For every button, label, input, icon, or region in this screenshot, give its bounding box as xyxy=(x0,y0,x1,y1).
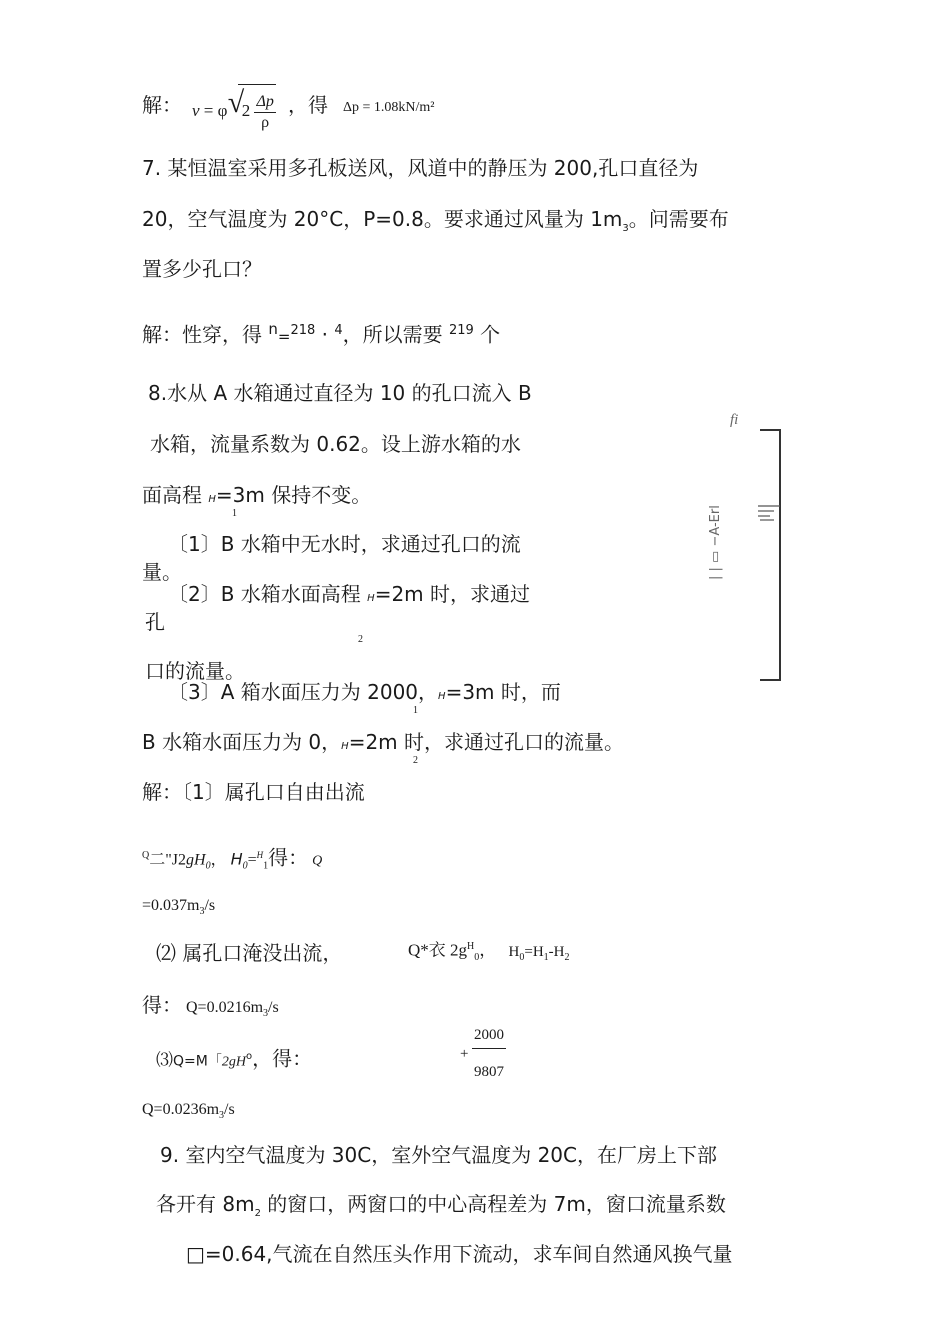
solution-8-formula-1: $^Q$二"$J2gH_0$， $H_0=^H_1$得： Q xyxy=(142,845,323,872)
question-8-part-2: 〔2〕B 水箱水面高程 H=2m 时，求通过 xyxy=(168,582,531,606)
solution-6-label: 解： xyxy=(142,93,182,117)
question-8-part-2-tail: 孔 xyxy=(145,610,165,634)
question-8-part-2-subscript: 2 xyxy=(358,634,363,645)
figure-label-side: | | ▭ −A-Erl xyxy=(708,505,723,580)
question-8-part-3-subscript: 1 xyxy=(413,705,418,716)
solution-8-result-2: 得： $Q=0.0216m_3/s$ xyxy=(142,993,279,1020)
question-9-line-3: □=0.64,气流在自然压头作用下流动，求车间自然通风换气量 xyxy=(186,1242,733,1266)
question-8-part-2-line-2: 口的流量。 xyxy=(145,659,245,683)
question-8-part-1: 〔1〕B 水箱中无水时，求通过孔口的流 xyxy=(168,532,521,556)
question-8-line-3-subscript: 1 xyxy=(232,508,237,519)
tank-figure xyxy=(700,410,800,690)
solution-8-result-1: $=0.037m_3/s$ xyxy=(142,897,216,918)
solution-8-part-1: 解：〔1〕属孔口自由出流 xyxy=(142,780,365,804)
figure-label-top: fi xyxy=(730,412,739,428)
solution-8-formula-2: Q*衣 $2g^H_0$， $H_0=H_1-H_2$ xyxy=(408,940,570,964)
question-7-line-3: 置多少孔口？ xyxy=(142,257,262,281)
solution-8-part-2: ⑵ 属孔口淹没出流， xyxy=(156,941,343,965)
solution-8-result-3: $Q=0.0236m_3/s$ xyxy=(142,1101,235,1122)
question-7-answer: 解：性穿，得 $^n$=$^{218}$ · $^4$，所以需要 $^{219}$ 个 xyxy=(142,320,501,347)
question-8-part-3-line-2-subscript: 2 xyxy=(413,755,418,766)
question-9-line-2: 各开有 $8m_2$ 的窗口，两窗口的中心高程差为 7m，窗口流量系数 xyxy=(156,1192,726,1219)
question-8-part-3: 〔3〕A 箱水面压力为 2000，H=3m 时，而 xyxy=(168,680,561,704)
solution-6-result: Δp = 1.08kN/m² xyxy=(343,100,435,115)
question-8-part-1-tail: 量。 xyxy=(142,560,182,584)
solution-8-part-3: ⑶Q=M「$2gH^o$，得： xyxy=(156,1046,313,1071)
question-8-part-3-line-2: B 水箱水面压力为 0，H=2m 时，求通过孔口的流量。 xyxy=(142,730,625,754)
question-7-line-1: 7. 某恒温室采用多孔板送风，风道中的静压为 200,孔口直径为 xyxy=(142,156,699,180)
solution-6-comma: ，得 xyxy=(288,93,328,117)
question-8-line-1: 8.水从 A 水箱通过直径为 10 的孔口流入 B xyxy=(148,381,532,405)
question-8-line-2: 水箱，流量系数为 0.62。设上游水箱的水 xyxy=(150,432,521,456)
question-8-line-3: 面高程 H=3m 保持不变。 xyxy=(142,483,372,507)
solution-6-formula: v = φ √ 2 $\frac{\Delta p}{\rho}$ xyxy=(192,84,276,137)
question-7-line-2: 20，空气温度为 20°C，P=0.8。要求通过风量为 $1m_3$。问需要布 xyxy=(142,207,729,234)
question-9-line-1: 9. 室内空气温度为 30C，室外空气温度为 20C，在厂房上下部 xyxy=(160,1143,717,1167)
